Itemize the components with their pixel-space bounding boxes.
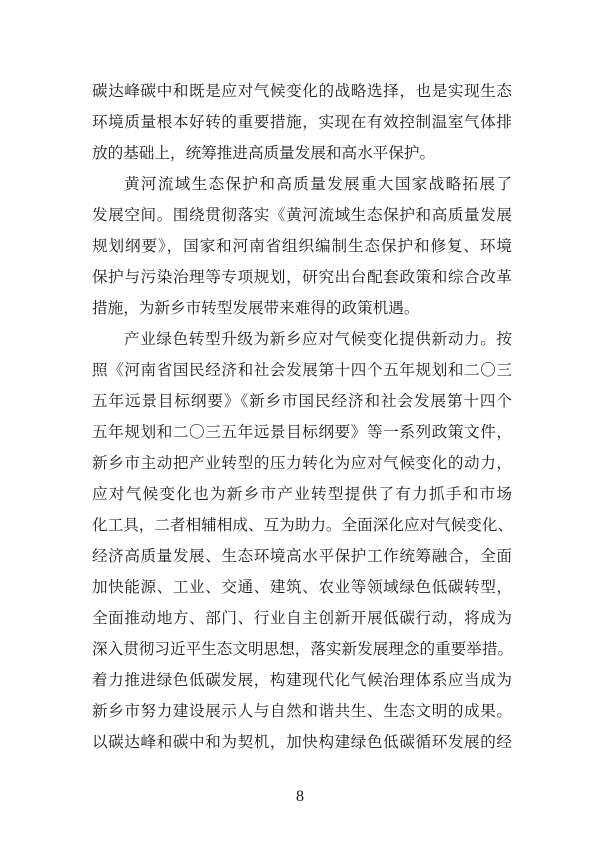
text-line: 全面推动地方、部门、行业自主创新开展低碳行动，将成为: [92, 609, 512, 627]
text-line: 碳达峰碳中和既是应对气候变化的战略选择，也是实现生态: [92, 82, 512, 100]
text-line: 深入贯彻习近平生态文明思想，落实新发展理念的重要举措。: [92, 640, 514, 658]
text-line: 规划纲要》，国家和河南省组织编制生态保护和修复、环境: [92, 237, 512, 255]
text-line: 经济高质量发展、生态环境高水平保护工作统筹融合，全面: [92, 547, 512, 565]
text-line: 黄河流域生态保护和高质量发展重大国家战略拓展了: [124, 175, 512, 193]
body-text: [92, 79, 512, 761]
text-line: 化工具，二者相辅相成、互为助力。全面深化应对气候变化、: [92, 516, 514, 534]
text-line: 放的基础上，统筹推进高质量发展和高水平保护。: [92, 144, 436, 162]
page-number: 8: [296, 788, 304, 805]
text-line: 照《河南省国民经济和社会发展第十四个五年规划和二〇三: [92, 361, 512, 379]
text-line: 新乡市努力建设展示人与自然和谐共生、生态文明的成果。: [92, 702, 512, 720]
text-line: 发展空间。围绕贯彻落实《黄河流域生态保护和高质量发展: [92, 206, 512, 224]
text-line: 环境质量根本好转的重要措施，实现在有效控制温室气体排: [92, 113, 512, 131]
text-line: 五年规划和二〇三五年远景目标纲要》等一系列政策文件，: [92, 423, 512, 441]
text-line: 加快能源、工业、交通、建筑、农业等领域绿色低碳转型，: [92, 578, 512, 596]
text-line: 应对气候变化也为新乡市产业转型提供了有力抓手和市场: [92, 485, 512, 503]
text-line: 产业绿色转型升级为新乡应对气候变化提供新动力。按: [124, 330, 512, 348]
text-line: 保护与污染治理等专项规划，研究出台配套政策和综合改革: [92, 268, 512, 286]
text-line: 新乡市主动把产业转型的压力转化为应对气候变化的动力，: [92, 454, 512, 472]
text-line: 着力推进绿色低碳发展，构建现代化气候治理体系应当成为: [92, 671, 512, 689]
text-line: 以碳达峰和碳中和为契机，加快构建绿色低碳循环发展的经: [92, 733, 512, 751]
text-line: 措施，为新乡市转型发展带来难得的政策机遇。: [92, 299, 420, 317]
text-line: 五年远景目标纲要》《新乡市国民经济和社会发展第十四个: [92, 392, 512, 410]
